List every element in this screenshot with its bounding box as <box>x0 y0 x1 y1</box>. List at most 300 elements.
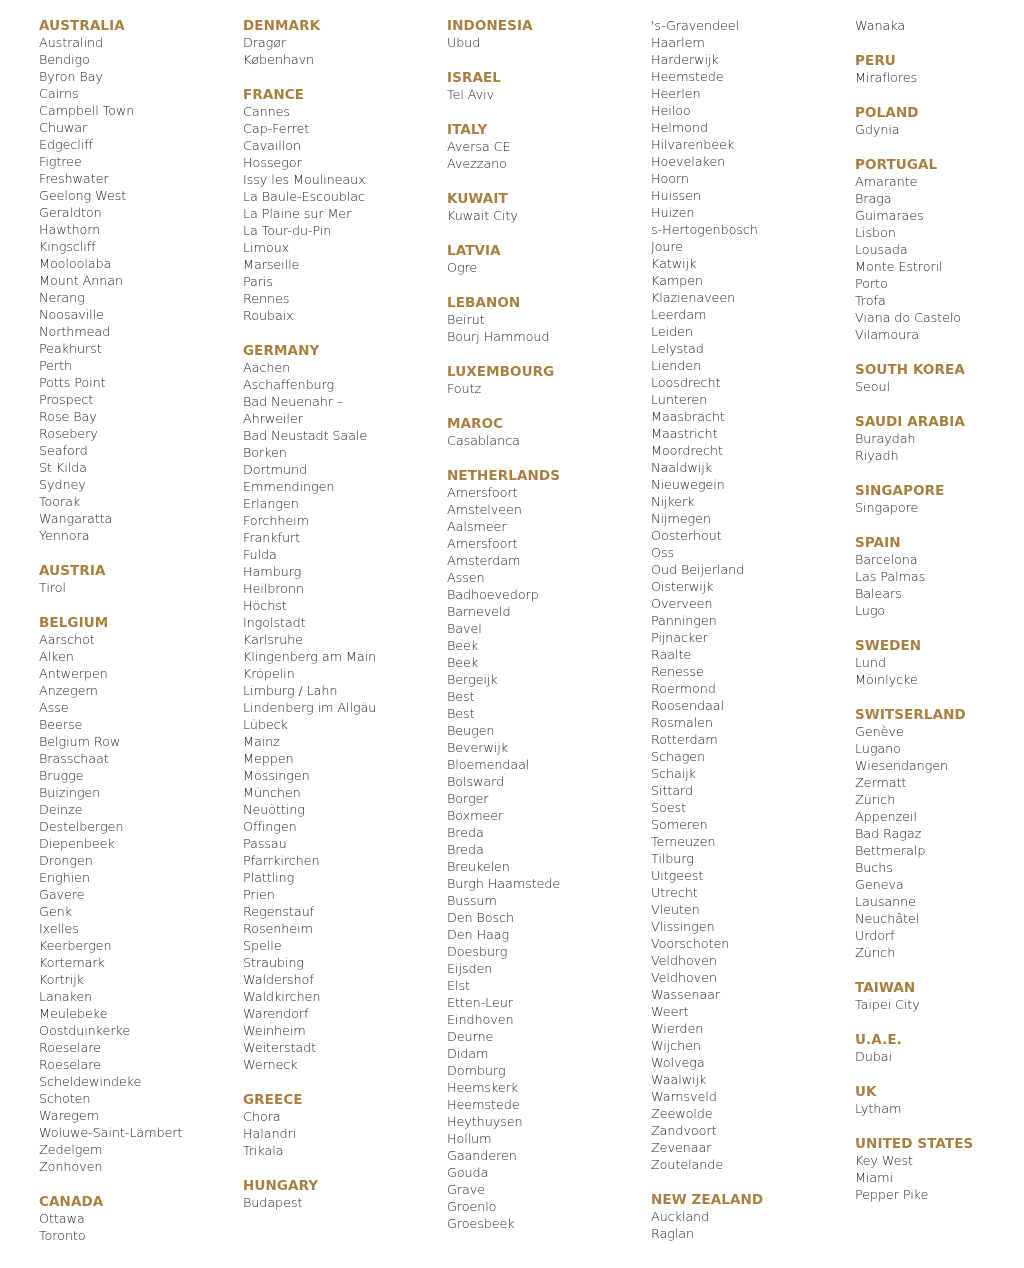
city-item: Foutz <box>447 382 482 397</box>
city-item: Marseille <box>243 258 300 273</box>
city-item: Seoul <box>855 380 890 395</box>
city-item: Trofa <box>855 294 886 309</box>
city-item: Roosendaal <box>651 699 724 714</box>
city-item: Meppen <box>243 752 294 767</box>
city-item: Enghien <box>39 871 90 886</box>
city-item: Oosterhout <box>651 529 722 544</box>
city-item: Hoevelaken <box>651 155 726 170</box>
city-item: Buizingen <box>39 786 101 801</box>
country-heading: SINGAPORE <box>855 483 945 499</box>
city-item: Oisterwijk <box>651 580 714 595</box>
city-item: Hossegor <box>243 156 302 171</box>
city-item: Alken <box>39 650 74 665</box>
country-heading: TAIWAN <box>855 980 916 996</box>
city-item: Burgh Haamstede <box>447 877 561 892</box>
city-item: Chuwar <box>39 121 88 136</box>
city-item: Avezzano <box>447 157 507 172</box>
country-heading: DENMARK <box>243 18 321 34</box>
city-item: Aalsmeer <box>447 520 507 535</box>
city-item: Sydney <box>39 478 86 493</box>
city-item: Gavere <box>39 888 85 903</box>
city-item: Heemskerk <box>447 1081 519 1096</box>
country-heading: PORTUGAL <box>855 157 938 173</box>
country-heading: NETHERLANDS <box>447 468 561 484</box>
city-item: Bavel <box>447 622 482 637</box>
city-item: Bergeijk <box>447 673 498 688</box>
country-heading: FRANCE <box>243 87 305 103</box>
country-heading: LEBANON <box>447 295 521 311</box>
city-item: Waldkirchen <box>243 990 321 1005</box>
city-item: Guimaraes <box>855 209 924 224</box>
city-item: Tilburg <box>651 852 694 867</box>
country-group-israel <box>447 70 647 104</box>
city-item: Weiterstadt <box>243 1041 317 1056</box>
city-item: Groenlo <box>447 1200 497 1215</box>
city-item: Ahrweiler <box>243 412 303 427</box>
city-item: Gaanderen <box>447 1149 517 1164</box>
country-heading: SOUTH KOREA <box>855 362 965 378</box>
city-item: Amersfoort <box>447 486 518 501</box>
city-item: Buchs <box>855 861 893 876</box>
country-heading: AUSTRALIA <box>39 18 125 34</box>
city-item: Hollum <box>447 1132 492 1147</box>
city-item: Porto <box>855 277 888 292</box>
city-item: Deinze <box>39 803 83 818</box>
city-item: Casablanca <box>447 434 520 449</box>
country-group-kuwait <box>447 191 647 225</box>
city-item: Klingenberg am Main <box>243 650 377 665</box>
city-item: Zürich <box>855 793 896 808</box>
city-item: Nijkerk <box>651 495 695 510</box>
country-group-latvia <box>447 243 647 277</box>
city-item: Oostduinkerke <box>39 1024 131 1039</box>
city-item: Edgecliff <box>39 138 94 153</box>
city-item: Aversa CE <box>447 140 511 155</box>
city-item: Perth <box>39 359 73 374</box>
city-item: Terneuzen <box>651 835 716 850</box>
column-2 <box>243 18 443 1230</box>
city-item: Chora <box>243 1110 281 1125</box>
city-item: Lübeck <box>243 718 288 733</box>
country-heading: GREECE <box>243 1092 303 1108</box>
country-heading: LATVIA <box>447 243 501 259</box>
city-item: Woluwe-Saint-Lambert <box>39 1126 183 1141</box>
city-item: Brugge <box>39 769 84 784</box>
city-item: Tirol <box>39 581 66 596</box>
city-item: Lienden <box>651 359 702 374</box>
city-item: Braga <box>855 192 892 207</box>
city-item: La Baule-Escoublac <box>243 190 365 205</box>
city-item: Möinlycke <box>855 673 918 688</box>
city-item: Toronto <box>39 1229 86 1244</box>
city-item: Campbell Town <box>39 104 135 119</box>
city-item: Emmendingen <box>243 480 335 495</box>
country-group-italy <box>447 122 647 173</box>
city-item: Voorschoten <box>651 937 730 952</box>
city-item: Bourj Hammoud <box>447 330 550 345</box>
city-item: Lausanne <box>855 895 916 910</box>
city-item: Miami <box>855 1171 893 1186</box>
city-item: Bolsward <box>447 775 505 790</box>
country-group-australia <box>39 18 239 545</box>
city-item: Taipei City <box>855 998 920 1013</box>
city-item: Northmead <box>39 325 111 340</box>
city-item: Lunteren <box>651 393 708 408</box>
city-item: Wiesendangen <box>855 759 948 774</box>
city-item: Cap-Ferret <box>243 122 310 137</box>
country-group-portugal <box>855 157 1024 344</box>
city-item: Lugano <box>855 742 901 757</box>
city-item: Bad Neuenahr – <box>243 395 344 410</box>
city-item: Hawthorn <box>39 223 101 238</box>
city-item: Forchheim <box>243 514 309 529</box>
city-item: Peakhurst <box>39 342 102 357</box>
city-item: Eindhoven <box>447 1013 514 1028</box>
city-item: Gdynia <box>855 123 900 138</box>
city-item: Roeselare <box>39 1058 101 1073</box>
country-group-greece <box>243 1092 443 1160</box>
city-item: Tel Aviv <box>447 88 495 103</box>
country-heading: ITALY <box>447 122 488 138</box>
city-item: Antwerpen <box>39 667 108 682</box>
country-heading: PERU <box>855 53 896 69</box>
city-item: Höchst <box>243 599 287 614</box>
city-item: Schagen <box>651 750 706 765</box>
city-item: Haarlem <box>651 36 705 51</box>
country-group-denmark <box>243 18 443 69</box>
city-item: Vilamoura <box>855 328 920 343</box>
city-item: Helmond <box>651 121 708 136</box>
city-item: Diepenbeek <box>39 837 115 852</box>
city-item: Hoorn <box>651 172 689 187</box>
column-4 <box>651 18 851 1261</box>
country-group-lebanon <box>447 295 647 346</box>
country-heading: NEW ZEALAND <box>651 1192 764 1208</box>
city-item: Roubaix <box>243 309 294 324</box>
city-item: Grave <box>447 1183 485 1198</box>
city-item: Oss <box>651 546 675 561</box>
city-item: Auckland <box>651 1210 710 1225</box>
city-item: Passau <box>243 837 287 852</box>
city-item: Badhoevedorp <box>447 588 539 603</box>
country-group-continued <box>651 18 851 1174</box>
city-item: Lelystad <box>651 342 704 357</box>
country-group-sweden <box>855 638 1024 689</box>
city-item: København <box>243 53 315 68</box>
country-group-uk <box>855 1084 1024 1118</box>
country-heading: POLAND <box>855 105 919 121</box>
city-item: Bendigo <box>39 53 90 68</box>
city-item: Zedelgem <box>39 1143 103 1158</box>
country-heading: MAROC <box>447 416 504 432</box>
city-item: Amarante <box>855 175 918 190</box>
country-heading: KUWAIT <box>447 191 508 207</box>
city-item: Bad Neustadt Saale <box>243 429 368 444</box>
city-item: Trikala <box>243 1144 284 1159</box>
city-item: Zonhoven <box>39 1160 103 1175</box>
country-group-canada <box>39 1194 239 1245</box>
city-item: Kingscliff <box>39 240 96 255</box>
column-1 <box>39 18 239 1263</box>
city-item: Ogre <box>447 261 478 276</box>
city-item: Asse <box>39 701 69 716</box>
city-item: Toorak <box>39 495 81 510</box>
city-item: Australind <box>39 36 103 51</box>
city-item: Keerbergen <box>39 939 112 954</box>
city-item: Prospect <box>39 393 94 408</box>
city-item: Amsterdam <box>447 554 521 569</box>
city-item: Mössingen <box>243 769 310 784</box>
city-item: Mount Annan <box>39 274 124 289</box>
city-item: Freshwater <box>39 172 109 187</box>
country-group-luxembourg <box>447 364 647 398</box>
city-item: Geneva <box>855 878 904 893</box>
city-item: Zandvoort <box>651 1124 717 1139</box>
city-item: Uitgeest <box>651 869 704 884</box>
city-item: Naaldwijk <box>651 461 713 476</box>
city-item: Warendorf <box>243 1007 309 1022</box>
city-item: Beirut <box>447 313 485 328</box>
city-item: Kortrijk <box>39 973 84 988</box>
city-item: Bussum <box>447 894 497 909</box>
column-5 <box>855 18 1024 1222</box>
city-item: Pepper Pike <box>855 1188 929 1203</box>
city-item: Huissen <box>651 189 701 204</box>
country-heading: UK <box>855 1084 877 1100</box>
city-item: Heilbronn <box>243 582 304 597</box>
city-item: Nijmegen <box>651 512 711 527</box>
city-item: Breda <box>447 826 484 841</box>
city-item: Eijsden <box>447 962 493 977</box>
city-item: Didam <box>447 1047 489 1062</box>
city-item: Lindenberg im Allgäu <box>243 701 377 716</box>
country-heading: AUSTRIA <box>39 563 106 579</box>
country-group-singapore <box>855 483 1024 517</box>
city-item: Overveen <box>651 597 713 612</box>
city-item: Appenzeil <box>855 810 917 825</box>
city-item: Geraldton <box>39 206 102 221</box>
city-item: Hamburg <box>243 565 302 580</box>
city-item: Aschaffenburg <box>243 378 335 393</box>
city-item: Breukelen <box>447 860 510 875</box>
city-item: Huizen <box>651 206 695 221</box>
city-item: Karlsruhe <box>243 633 303 648</box>
city-item: Kortemark <box>39 956 105 971</box>
city-item: Wangaratta <box>39 512 113 527</box>
city-item: Assen <box>447 571 485 586</box>
city-item: Zürich <box>855 946 896 961</box>
city-item: Pfarrkirchen <box>243 854 320 869</box>
city-item: Kampen <box>651 274 703 289</box>
city-item: Urdorf <box>855 929 895 944</box>
country-group-spain <box>855 535 1024 620</box>
city-item: Viana do Castelo <box>855 311 962 326</box>
city-item: Amstelveen <box>447 503 522 518</box>
country-heading: UNITED STATES <box>855 1136 974 1152</box>
city-item: Lanaken <box>39 990 93 1005</box>
city-item: Gouda <box>447 1166 489 1181</box>
country-group-indonesia <box>447 18 647 52</box>
city-item: Bloemendaal <box>447 758 530 773</box>
city-item: Lund <box>855 656 886 671</box>
city-item: Meulebeke <box>39 1007 108 1022</box>
country-heading: SAUDI ARABIA <box>855 414 965 430</box>
city-item: Issy les Moulineaux <box>243 173 366 188</box>
city-item: Best <box>447 707 475 722</box>
city-item: Loosdrecht <box>651 376 721 391</box>
country-group-u-a-e <box>855 1032 1024 1066</box>
city-item: Zermatt <box>855 776 907 791</box>
city-item: Werneck <box>243 1058 298 1073</box>
city-item: Vlissingen <box>651 920 715 935</box>
city-item: Heythuysen <box>447 1115 523 1130</box>
city-item: Miraflores <box>855 71 918 86</box>
city-item: Harderwijk <box>651 53 719 68</box>
city-item: Zeewolde <box>651 1107 713 1122</box>
city-item: Raalte <box>651 648 692 663</box>
country-heading: BELGIUM <box>39 615 109 631</box>
city-item: Beugen <box>447 724 495 739</box>
city-item: Best <box>447 690 475 705</box>
city-item: Nieuwegein <box>651 478 725 493</box>
country-heading: SWEDEN <box>855 638 922 654</box>
city-item: Wierden <box>651 1022 704 1037</box>
city-item: Sittard <box>651 784 694 799</box>
city-item: Rosmalen <box>651 716 713 731</box>
city-item: Beerse <box>39 718 83 733</box>
city-item: Las Palmas <box>855 570 926 585</box>
city-item: Veldhoven <box>651 971 717 986</box>
country-group-netherlands <box>447 468 647 1233</box>
city-item: Someren <box>651 818 708 833</box>
country-group-peru <box>855 53 1024 87</box>
city-item: Groesbeek <box>447 1217 515 1232</box>
country-heading: GERMANY <box>243 343 320 359</box>
city-item: Etten-Leur <box>447 996 513 1011</box>
city-item: Waalwijk <box>651 1073 707 1088</box>
city-item: La Plaine sur Mer <box>243 207 352 222</box>
city-item: Buraydah <box>855 432 916 447</box>
city-item: Schaijk <box>651 767 696 782</box>
country-group-continued <box>855 18 1024 35</box>
city-item: Aachen <box>243 361 291 376</box>
city-item: Borken <box>243 446 287 461</box>
country-group-austria <box>39 563 239 597</box>
city-item: Mainz <box>243 735 280 750</box>
city-item: Byron Bay <box>39 70 103 85</box>
city-item: Den Haag <box>447 928 510 943</box>
city-item: Dubai <box>855 1050 892 1065</box>
city-item: Weinheim <box>243 1024 306 1039</box>
city-item: Soest <box>651 801 687 816</box>
country-heading: SPAIN <box>855 535 901 551</box>
city-item: Seaford <box>39 444 88 459</box>
city-item: Utrecht <box>651 886 698 901</box>
city-item: Bettmeralp <box>855 844 926 859</box>
country-group-maroc <box>447 416 647 450</box>
city-item: Neuötting <box>243 803 305 818</box>
country-group-hungary <box>243 1178 443 1212</box>
city-item: Warnsveld <box>651 1090 717 1105</box>
city-item: Zoutelande <box>651 1158 724 1173</box>
city-item: Zevenaar <box>651 1141 712 1156</box>
city-item: Heemstede <box>651 70 724 85</box>
city-item: Domburg <box>447 1064 506 1079</box>
country-heading: U.A.E. <box>855 1032 902 1048</box>
city-item: Roeselare <box>39 1041 101 1056</box>
city-item: Leiden <box>651 325 693 340</box>
city-item: Offingen <box>243 820 297 835</box>
city-item: Borger <box>447 792 489 807</box>
city-item: Lugo <box>855 604 886 619</box>
city-item: Schoten <box>39 1092 91 1107</box>
city-item: Potts Point <box>39 376 106 391</box>
city-item: Cannes <box>243 105 290 120</box>
city-item: Balears <box>855 587 902 602</box>
city-item: Wassenaar <box>651 988 721 1003</box>
city-item: Joure <box>651 240 684 255</box>
city-item: Figtree <box>39 155 82 170</box>
city-item: Aarschot <box>39 633 95 648</box>
city-item: Drongen <box>39 854 93 869</box>
city-item: Breda <box>447 843 484 858</box>
city-item: Noosaville <box>39 308 104 323</box>
city-item: 's-Gravendeel <box>651 19 739 34</box>
city-item: Genève <box>855 725 904 740</box>
city-item: Heemstede <box>447 1098 520 1113</box>
city-item: Ubud <box>447 36 481 51</box>
city-item: Frankfurt <box>243 531 301 546</box>
city-item: Brasschaat <box>39 752 109 767</box>
country-group-germany <box>243 343 443 1074</box>
city-item: Anzegem <box>39 684 98 699</box>
country-heading: HUNGARY <box>243 1178 319 1194</box>
city-item: Rosenheim <box>243 922 313 937</box>
city-item: Prien <box>243 888 275 903</box>
city-item: Wolvega <box>651 1056 705 1071</box>
city-item: Lytham <box>855 1102 902 1117</box>
city-item: Maastricht <box>651 427 718 442</box>
city-item: Destelbergen <box>39 820 124 835</box>
city-item: Singapore <box>855 501 919 516</box>
city-item: Vleuten <box>651 903 700 918</box>
column-3 <box>447 18 647 1251</box>
city-item: Deurne <box>447 1030 494 1045</box>
city-item: s-Hertogenbosch <box>651 223 758 238</box>
city-item: Ingolstadt <box>243 616 306 631</box>
country-heading: LUXEMBOURG <box>447 364 555 380</box>
city-item: Nerang <box>39 291 85 306</box>
city-item: Waldershof <box>243 973 314 988</box>
city-item: Boxmeer <box>447 809 504 824</box>
city-item: Panningen <box>651 614 717 629</box>
city-item: Moordrecht <box>651 444 723 459</box>
city-item: Dortmund <box>243 463 307 478</box>
country-group-france <box>243 87 443 325</box>
city-item: Den Bosch <box>447 911 515 926</box>
city-item: Rose Bay <box>39 410 97 425</box>
city-item: Heerlen <box>651 87 701 102</box>
country-group-south-korea <box>855 362 1024 396</box>
country-group-poland <box>855 105 1024 139</box>
city-item: Limoux <box>243 241 290 256</box>
city-item: Klazienaveen <box>651 291 736 306</box>
country-group-saudi-arabia <box>855 414 1024 465</box>
city-item: Paris <box>243 275 273 290</box>
city-item: Spelle <box>243 939 282 954</box>
city-item: Scheldewindeke <box>39 1075 142 1090</box>
city-item: Erlangen <box>243 497 299 512</box>
